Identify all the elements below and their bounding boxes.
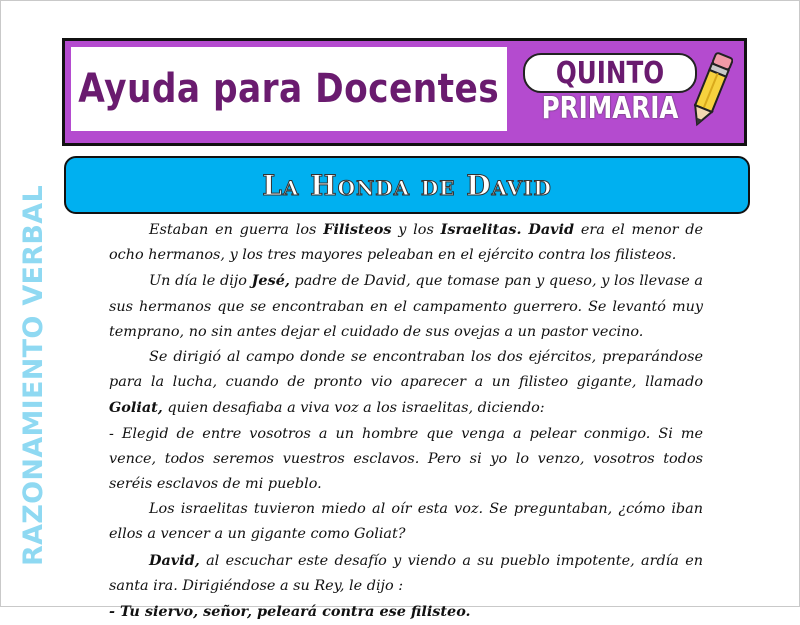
paragraph-text: - Elegid de entre vosotros a un hombre que venga a pelear conmigo. Si me vence, todos seremos vuestros esclavos. Pero si yo lo venzo, vosotros todos seréis esclavos de mi pueblo. bbox=[109, 425, 703, 493]
bold-text: Israelitas. bbox=[440, 221, 522, 238]
paragraph-text: padre de David, que tomase pan y queso, y los llevase a sus hermanos que se encontraban en el campamento guerrero. Se levantó muy temprano, no sin antes dejar el cuidado de sus ovejas a un pastor vecino. bbox=[109, 273, 703, 340]
paragraph-text: era el menor de ocho hermanos, y los tres mayores peleaban en el ejército contra los filisteos. bbox=[109, 222, 703, 264]
pencil-icon bbox=[689, 49, 733, 131]
header-title-box bbox=[71, 47, 507, 131]
paragraph-text: quien desafiaba a viva voz a los israelitas, diciendo: bbox=[162, 400, 545, 417]
header-banner bbox=[62, 38, 747, 146]
grade-badge bbox=[523, 53, 697, 93]
story-title-bar bbox=[64, 156, 750, 214]
bold-text: Goliat, bbox=[109, 399, 163, 417]
story-paragraph bbox=[109, 217, 703, 268]
bold-text: David bbox=[528, 221, 575, 238]
story-paragraph bbox=[109, 422, 703, 498]
story-title: La Honda de David bbox=[262, 168, 552, 202]
paragraph-text: al escuchar este desafío y viendo a su pueblo impotente, ardía en santa ira. Dirigiéndose a su Rey, le dijo : bbox=[109, 552, 703, 594]
bold-text: Filisteos bbox=[323, 221, 392, 238]
story-paragraph bbox=[109, 268, 703, 345]
header-title: Ayuda para Docentes bbox=[78, 66, 500, 112]
story-paragraph bbox=[109, 497, 703, 547]
grade-label-top: QUINTO bbox=[555, 55, 665, 91]
paragraph-text: y los bbox=[391, 222, 441, 238]
story-paragraph bbox=[109, 599, 703, 625]
grade-label-bottom: PRIMARIA bbox=[541, 91, 679, 126]
story-paragraph bbox=[109, 345, 703, 422]
bold-text: David, bbox=[149, 551, 200, 569]
paragraph-text: Un día le dijo bbox=[149, 273, 252, 290]
paragraph-text: Los israelitas tuvieron miedo al oír esta voz. Se preguntaban, ¿cómo iban ellos a vencer a un gigante como Goliat? bbox=[109, 501, 703, 543]
bold-text: Jesé, bbox=[251, 272, 290, 290]
story-paragraph bbox=[109, 548, 703, 599]
grade-panel bbox=[513, 47, 738, 131]
bold-text: - Tu siervo, señor, peleará contra ese filisteo. bbox=[109, 603, 471, 621]
side-category-label: RAZONAMIENTO VERBAL bbox=[18, 185, 49, 566]
story-body bbox=[109, 217, 703, 625]
paragraph-text: Estaban en guerra los bbox=[149, 222, 324, 238]
paragraph-text: Se dirigió al campo donde se encontraban los dos ejércitos, preparándose para la lucha, cuando de pronto vio aparecer a un filisteo gigante, llamado bbox=[109, 349, 703, 391]
